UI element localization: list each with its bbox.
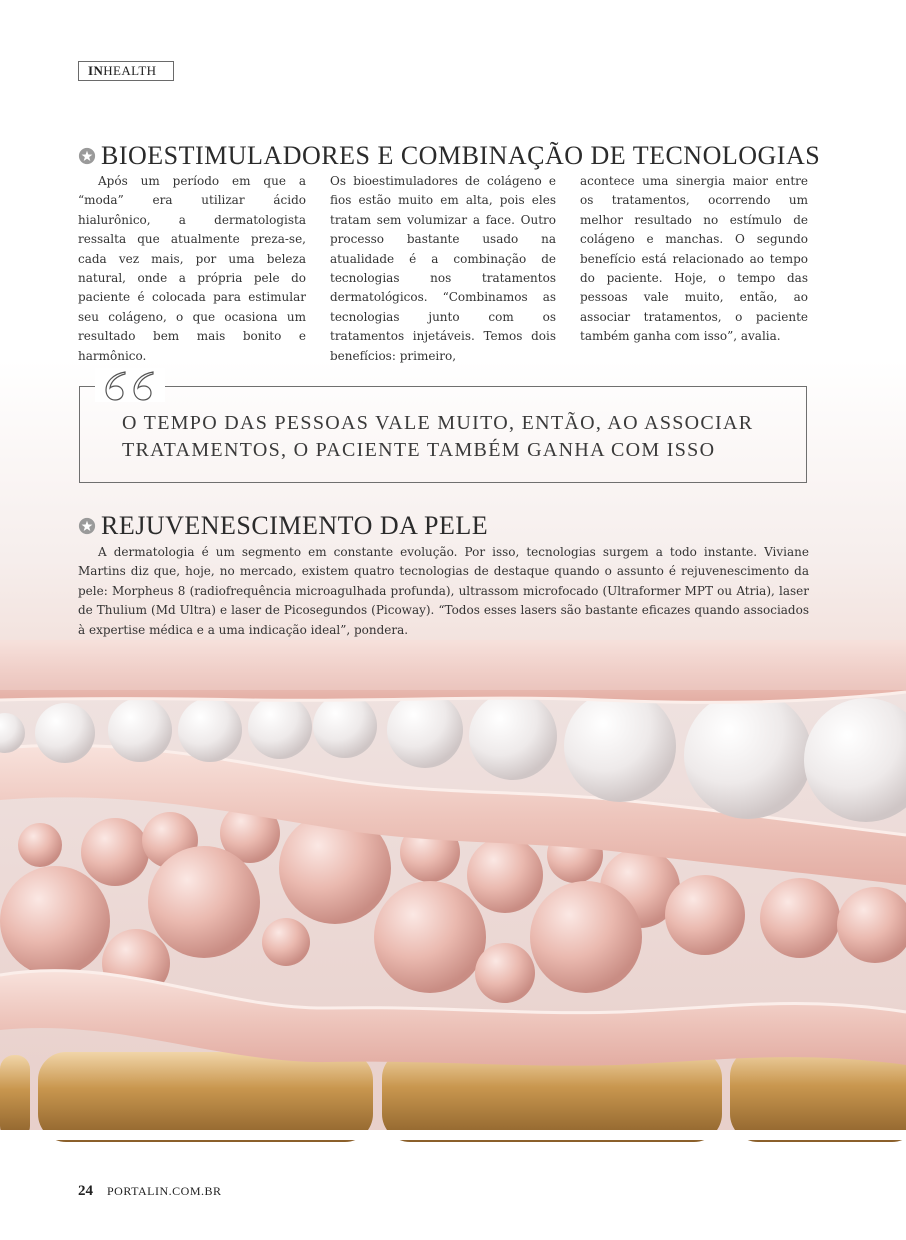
section-heading-bioestimuladores xyxy=(78,141,820,171)
quotation-mark-icon xyxy=(103,370,159,402)
page-footer xyxy=(78,1183,222,1200)
section-tag-rest: HEALTH xyxy=(103,63,157,78)
article-column-3: acontece uma sinergia maior entre os tratamentos, ocorrendo um melhor resultado no estímulo de colágeno e manchas. O segundo benefício está relacionado ao tempo do paciente. Hoje, o tempo das pessoas vale muito, então, ao associar tratamentos, o paciente também ganha com isso”, avalia. xyxy=(580,174,808,344)
section-heading-text: BIOESTIMULADORES E COMBINAÇÃO DE TECNOLOGIAS xyxy=(101,141,821,170)
pull-quote-text: O TEMPO DAS PESSOAS VALE MUITO, ENTÃO, AO ASSOCIAR TRATAMENTOS, O PACIENTE TAMBÉM GANHA COM ISSO xyxy=(122,412,754,461)
article-body-rejuvenescimento: A dermatologia é um segmento em constante evolução. Por isso, tecnologias surgem a todo instante. Viviane Martins diz que, hoje, no mercado, existem quatro tecnologias de destaque quando o assunto é rejuvenescimento da pele: Morpheus 8 (radiofrequência microagulhada profunda), ultrassom microfocado (Ultraformer MPT ou Atria), laser de Thulium (Md Ultra) e laser de Picosegundos (Picoway). “Todos esses lasers são bastante eficazes quando associados à expertise médica e a uma indicação ideal”, pondera. xyxy=(78,545,809,637)
star-bullet-icon xyxy=(78,517,96,535)
section-heading-rejuvenescimento xyxy=(78,511,488,541)
article-column-2: Os bioestimuladores de colágeno e fios estão muito em alta, pois eles tratam sem volumizar a face. Outro processo bastante usado na atualidade é a combinação de tecnologias nos tratamentos dermatológicos. “Combinamos as tecnologias junto com os tratamentos injetáveis. Temos dois benefícios: primeiro, xyxy=(330,174,556,363)
skin-layers-illustration xyxy=(0,640,906,1140)
section-tag-bold: IN xyxy=(88,63,104,78)
article-column-1: Após um período em que a “moda” era utilizar ácido hialurônico, a dermatologista ressalta que atualmente preza-se, cada vez mais, por uma beleza natural, onde a própria pele do paciente é colocada para estimular seu colágeno, o que ocasiona um resultado bem mais bonito e harmônico. xyxy=(78,174,306,363)
section-tag xyxy=(78,61,174,81)
section-heading-text: REJUVENESCIMENTO DA PELE xyxy=(101,511,489,540)
page-number: 24 xyxy=(78,1183,93,1199)
star-bullet-icon xyxy=(78,147,96,165)
site-url: PORTALIN.COM.BR xyxy=(107,1184,222,1198)
